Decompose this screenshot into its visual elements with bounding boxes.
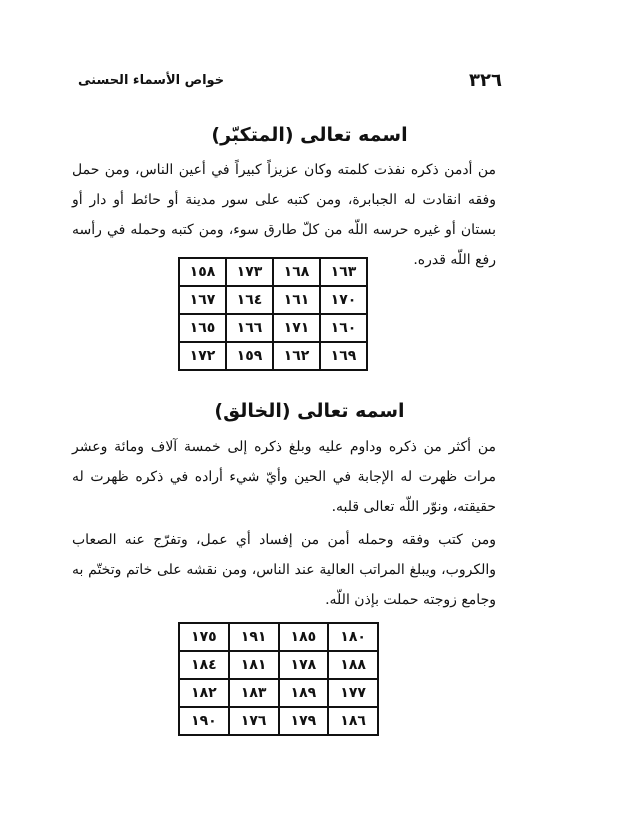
magic-square-row: [179, 314, 367, 342]
section-paragraph: من أكثر من ذكره وداوم عليه وبلغ ذكره إلى خمسة آلاف ومائة وعشر مرات ظهرت له الإجابة في الحين وأيّ شيء أراده في ذكره ظهرت له حقيقته، ونوّر اللّه تعالى قلبه.: [72, 439, 496, 515]
magic-square-cell: ١٧٠: [320, 286, 367, 314]
magic-square-cell: ١٦٩: [320, 342, 367, 370]
magic-square-row: [179, 342, 367, 370]
magic-square-cell: ١٨٣: [229, 679, 279, 707]
magic-square-cell: ١٦٧: [179, 286, 226, 314]
magic-square-cell: ١٦٣: [320, 258, 367, 286]
book-title: خواص الأسماء الحسنى: [78, 73, 225, 88]
page-header: [78, 70, 502, 98]
magic-square-khaliq: [178, 622, 379, 736]
magic-square-cell: ١٨٢: [179, 679, 229, 707]
magic-square-row: [179, 286, 367, 314]
magic-square-cell: ١٨٩: [279, 679, 329, 707]
magic-square-cell: ١٦٥: [179, 314, 226, 342]
section-paragraph: ومن كتب وفقه وحمله أمن من إفساد أي عمل، وتفرّج عنه الصعاب والكروب، ويبلغ المراتب العالية عند الناس، ومن نقشه على خاتم وتختّم به وجامع زوجته حملت بإذن اللّه.: [72, 532, 496, 608]
magic-square-cell: ١٨٥: [279, 623, 329, 651]
magic-square-cell: ١٩٠: [179, 707, 229, 735]
section-title-khaliq: اسمه تعالى (الخالق): [214, 400, 405, 422]
magic-square-cell: ١٧١: [273, 314, 320, 342]
magic-square-row: [179, 651, 378, 679]
magic-square-row: [179, 679, 378, 707]
magic-square-cell: ١٧٦: [229, 707, 279, 735]
magic-square-row: [179, 707, 378, 735]
magic-square-mutakabbir: [178, 257, 368, 371]
magic-square-cell: ١٦٤: [226, 286, 273, 314]
magic-square-cell: ١٧٥: [179, 623, 229, 651]
magic-square-cell: ١٦١: [273, 286, 320, 314]
magic-square-cell: ١٦٠: [320, 314, 367, 342]
magic-square-cell: ١٨٦: [328, 707, 378, 735]
magic-square-cell: ١٨٠: [328, 623, 378, 651]
magic-square-cell: ١٧٣: [226, 258, 273, 286]
magic-square-cell: ١٦٨: [273, 258, 320, 286]
magic-square-cell: ١٥٩: [226, 342, 273, 370]
magic-square-cell: ١٥٨: [179, 258, 226, 286]
page-number: ٣٢٦: [469, 70, 502, 91]
magic-square-cell: ١٦٦: [226, 314, 273, 342]
magic-square-cell: ١٧٢: [179, 342, 226, 370]
magic-square-cell: ١٨٤: [179, 651, 229, 679]
magic-square-cell: ١٧٩: [279, 707, 329, 735]
magic-square-cell: ١٧٨: [279, 651, 329, 679]
magic-square-cell: ١٨٨: [328, 651, 378, 679]
magic-square-cell: ١٦٢: [273, 342, 320, 370]
magic-square-cell: ١٨١: [229, 651, 279, 679]
magic-square-cell: ١٩١: [229, 623, 279, 651]
magic-square-row: [179, 258, 367, 286]
magic-square-row: [179, 623, 378, 651]
section-title-mutakabbir: اسمه تعالى (المتكبّر): [211, 124, 408, 146]
section-paragraph: من أدمن ذكره نفذت كلمته وكان عزيزاً كبيراً في أعين الناس، ومن حمل وفقه انقادت له الجبابرة، ومن كتبه على سور مدينة أو حائط أو دار أو بستان أو غيره حرسه اللّه من كلّ طارق سوء، ومن كتبه وحمله في رأسه رفع اللّه قدره.: [72, 162, 496, 268]
magic-square-cell: ١٧٧: [328, 679, 378, 707]
